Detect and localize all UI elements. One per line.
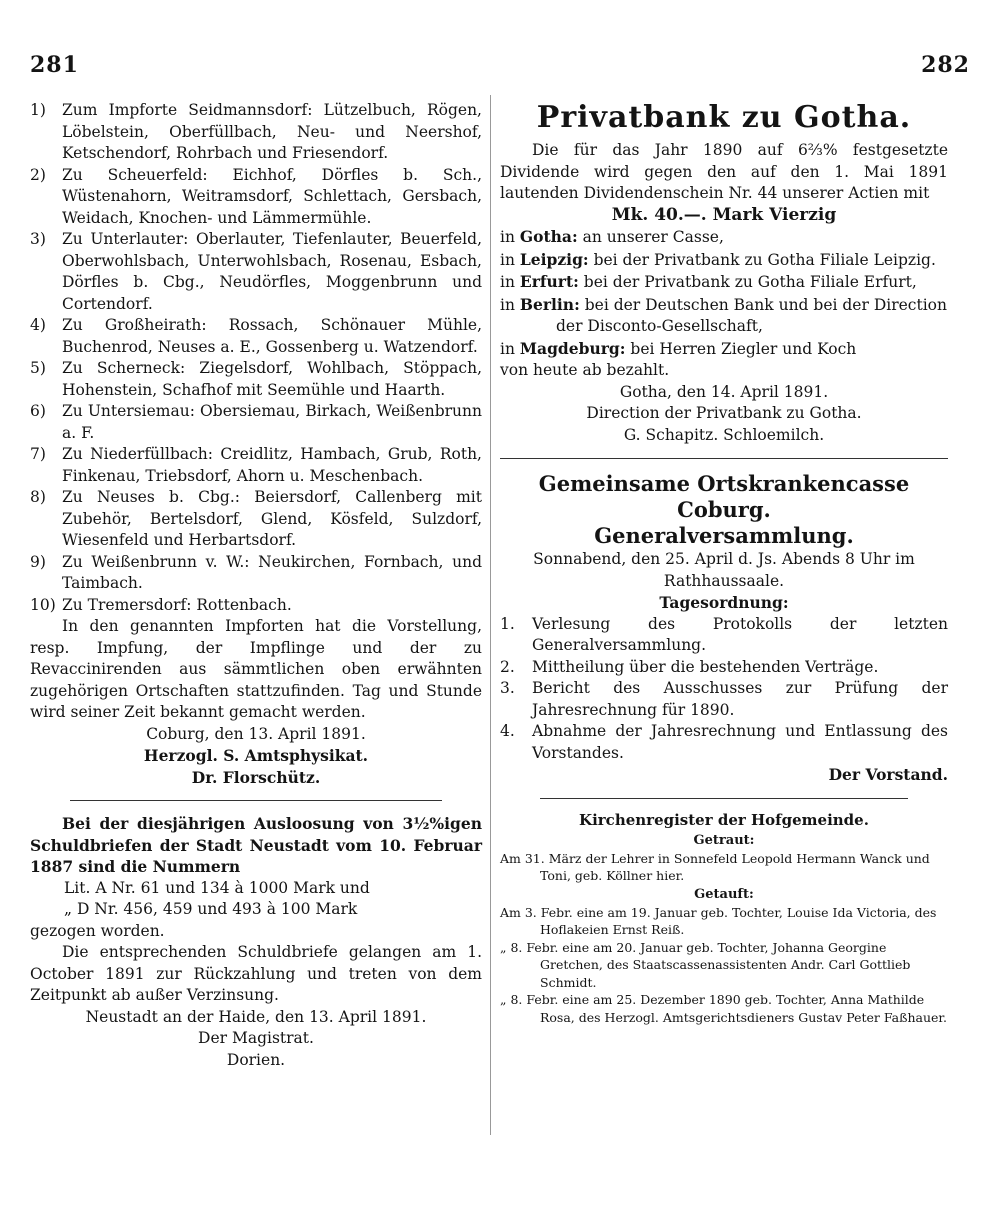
impfort-signer: Dr. Florschütz.	[191, 767, 321, 787]
bank-place-prefix: in	[500, 339, 515, 358]
bank-place-prefix: in	[500, 273, 515, 291]
bank-place-text: bei der Deutschen Bank und bei der Direction der Disconto-Gesellschaft,	[556, 295, 947, 335]
impfort-item	[30, 595, 482, 617]
agenda-item-number: 1.	[500, 614, 515, 633]
bank-signers: G. Schapitz. Schloemilch.	[623, 425, 825, 444]
impfort-item-text: Zu Niederfüllbach: Creidlitz, Hambach, Grub, Roth, Finkenau, Triebsdorf, Ahorn u. Meschenbach.	[62, 445, 482, 485]
impfort-item-number: 6)	[30, 402, 46, 420]
impfort-item	[30, 552, 482, 595]
impfort-item	[30, 487, 482, 552]
page-number-right: 282	[921, 52, 970, 78]
bank-place-text: bei Herren Ziegler und Koch	[630, 339, 857, 358]
impfort-item	[30, 165, 482, 230]
bank-place-city: Berlin:	[519, 294, 580, 314]
impfort-list	[30, 100, 482, 616]
agenda-item	[500, 721, 948, 764]
impfort-item-number: 8)	[30, 488, 46, 506]
agenda-item	[500, 678, 948, 721]
bank-from: von heute ab bezahlt.	[500, 361, 670, 379]
agenda-item-text: Abnahme der Jahresrechnung und Entlassung des Vorstandes.	[532, 722, 948, 762]
impfort-item-number: 3)	[30, 230, 46, 248]
getraut-title: Getraut:	[693, 832, 755, 848]
bank-place-city: Magdeburg:	[519, 338, 626, 358]
getauft-list	[500, 904, 948, 1027]
agenda-item-text: Verlesung des Protokolls der letzten Generalversammlung.	[532, 614, 948, 654]
agenda-item-text: Bericht des Ausschusses zur Prüfung der Jahresrechnung für 1890.	[532, 679, 948, 719]
ausloos-line-1: Lit. A Nr. 61 und 134 à 1000 Mark und	[64, 878, 370, 897]
agenda-item	[500, 657, 948, 679]
bank-amount: Mk. 40.—. Mark Vierzig	[611, 204, 837, 225]
impfort-item-text: Zu Scherneck: Ziegelsdorf, Wohlbach, Stöppach, Hohenstein, Schafhof mit Seemühle und Haarth.	[62, 359, 482, 399]
kasse-signer: Der Vorstand.	[828, 765, 948, 784]
impfort-item-number: 10)	[30, 595, 56, 614]
bank-place-entry	[500, 271, 948, 294]
page-number-left: 281	[30, 52, 79, 78]
impfort-item-text: Zu Neuses b. Cbg.: Beiersdorf, Callenberg mit Zubehör, Bertelsdorf, Glend, Kösfeld, Sulzdorf, Wiesenfeld und Herbartsdorf.	[62, 488, 482, 549]
impfort-item-number: 2)	[30, 165, 46, 184]
impfort-item-text: Zu Großheirath: Rossach, Schönauer Mühle, Buchenrod, Neuses a. E., Gossenberg u. Watzendorf.	[62, 316, 482, 356]
bank-place-prefix: in	[500, 295, 515, 314]
bank-direction: Direction der Privatbank zu Gotha.	[586, 404, 862, 422]
bank-place-entry	[500, 294, 948, 338]
bank-place-text: bei der Privatbank zu Gotha Filiale Erfurt,	[583, 273, 917, 291]
kasse-subtitle: Generalversammlung.	[594, 523, 854, 548]
impfort-item-number: 7)	[30, 445, 46, 463]
bank-place-prefix: in	[500, 250, 515, 269]
kirchen-title: Kirchenregister der Hofgemeinde.	[579, 810, 869, 829]
impfort-office: Herzogl. S. Amtsphysikat.	[143, 746, 369, 765]
ausloos-line-3: gezogen worden.	[30, 921, 165, 940]
impfort-item	[30, 444, 482, 487]
getraut-list	[500, 850, 948, 885]
kasse-agenda-list	[500, 614, 948, 765]
bank-place-entry	[500, 249, 948, 272]
impfort-item-number: 5)	[30, 359, 46, 377]
getauft-entry: „ 8. Febr. eine am 20. Januar geb. Tochter, Johanna Georgine Gretchen, des Staatscassenassistenten Andr. Carl Gottlieb Schmidt.	[500, 939, 911, 990]
bank-place-prefix: in	[500, 228, 515, 246]
bank-title: Privatbank zu Gotha.	[536, 100, 912, 135]
getauft-entry: Am 3. Febr. eine am 19. Januar geb. Tochter, Louise Ida Victoria, des Hoflakeien Ernst Reiß.	[500, 904, 937, 937]
kasse-when: Sonnabend, den 25. April d. Js. Abends 8 Uhr im Rathhaussaale.	[533, 550, 915, 590]
impfort-paragraph: In den genannten Impforten hat die Vorstellung, resp. Impfung, der Impflinge und der zu Revaccinirenden aus sämmtlichen oben erwähnten zugehörigen Ortschaften stattzufinden. Tag und Stunde wird seiner Zeit bekannt gemacht werden.	[30, 617, 482, 721]
section-rule	[70, 800, 442, 801]
getauft-title: Getauft:	[694, 886, 754, 902]
kasse-title: Gemeinsame Ortskrankencasse Coburg.	[538, 471, 910, 522]
bank-place-city: Gotha:	[519, 227, 578, 246]
section-rule	[540, 798, 908, 799]
impfort-item-text: Zu Unterlauter: Oberlauter, Tiefenlauter, Beuerfeld, Oberwohlsbach, Unterwohlsbach, Rosenau, Esbach, Dörfles b. Cbg., Neudörfles, Moggenbrunn und Cortendorf.	[62, 230, 482, 313]
ausloos-line-2: „ D Nr. 456, 459 und 493 à 100 Mark	[64, 900, 358, 918]
ausloos-office: Der Magistrat.	[198, 1029, 314, 1047]
impfort-item-number: 4)	[30, 316, 46, 334]
impfort-item-text: Zu Weißenbrunn v. W.: Neukirchen, Fornbach, und Taimbach.	[62, 552, 482, 592]
impfort-item-text: Zu Tremersdorf: Rottenbach.	[62, 595, 292, 614]
right-column	[500, 100, 948, 1026]
ausloos-paragraph: Die entsprechenden Schuldbriefe gelangen am 1. October 1891 zur Rückzahlung und treten von dem Zeitpunkt ab außer Verzinsung.	[30, 943, 482, 1004]
impfort-date: Coburg, den 13. April 1891.	[146, 724, 366, 743]
bank-place-text: an unserer Casse,	[582, 228, 724, 246]
impfort-item	[30, 100, 482, 165]
agenda-item-number: 3.	[500, 679, 515, 697]
impfort-item-text: Zu Scheuerfeld: Eichhof, Dörfles b. Sch., Wüstenahorn, Weitramsdorf, Schlettach, Gersbach, Weidach, Knochen- und Lämmermühle.	[62, 165, 482, 227]
impfort-item	[30, 315, 482, 358]
ausloos-intro: Bei der diesjährigen Ausloosung von 3½%igen Schuldbriefen der Stadt Neustadt vom 10. Februar 1887 sind die Nummern	[30, 814, 482, 876]
bank-place-text: bei der Privatbank zu Gotha Filiale Leipzig.	[593, 250, 936, 269]
agenda-item-number: 2.	[500, 657, 515, 676]
impfort-item-number: 1)	[30, 101, 46, 119]
impfort-item-text: Zu Untersiemau: Obersiemau, Birkach, Weißenbrunn a. F.	[62, 402, 482, 442]
getauft-entry: „ 8. Febr. eine am 25. Dezember 1890 geb. Tochter, Anna Mathilde Rosa, des Herzogl. Amtsgerichtsdieners Gustav Peter Faßhauer.	[500, 992, 947, 1025]
impfort-item	[30, 401, 482, 444]
impfort-item	[30, 358, 482, 401]
agenda-item	[500, 614, 948, 657]
getraut-entry: Am 31. März der Lehrer in Sonnefeld Leopold Hermann Wanck und Toni, geb. Köllner hier.	[500, 850, 930, 883]
impfort-item	[30, 229, 482, 315]
bank-date: Gotha, den 14. April 1891.	[619, 382, 829, 401]
agenda-item-text: Mittheilung über die bestehenden Verträge.	[532, 657, 879, 676]
impfort-item-text: Zum Impforte Seidmannsdorf: Lützelbuch, Rögen, Löbelstein, Oberfüllbach, Neu- und Neershof, Ketschendorf, Rohrbach und Friesendorf.	[62, 101, 482, 162]
kasse-agenda-title: Tagesordnung:	[659, 593, 789, 612]
impfort-item-number: 9)	[30, 552, 46, 571]
bank-place-city: Leipzig:	[519, 249, 589, 269]
ausloos-date: Neustadt an der Haide, den 13. April 1891.	[85, 1007, 427, 1026]
bank-place-entry	[500, 338, 948, 361]
bank-paragraph: Die für das Jahr 1890 auf 6⅔% festgesetzte Dividende wird gegen den auf den 1. Mai 1891 lautenden Dividendenschein Nr. 44 unserer Actien mit	[500, 141, 948, 202]
left-column	[30, 100, 482, 1071]
ausloos-signer: Dorien.	[226, 1050, 286, 1069]
bank-place-city: Erfurt:	[519, 272, 579, 291]
agenda-item-number: 4.	[500, 722, 515, 740]
column-divider	[490, 95, 491, 1135]
bank-places-list	[500, 226, 948, 360]
section-rule	[500, 458, 948, 459]
bank-place-entry	[500, 226, 948, 249]
